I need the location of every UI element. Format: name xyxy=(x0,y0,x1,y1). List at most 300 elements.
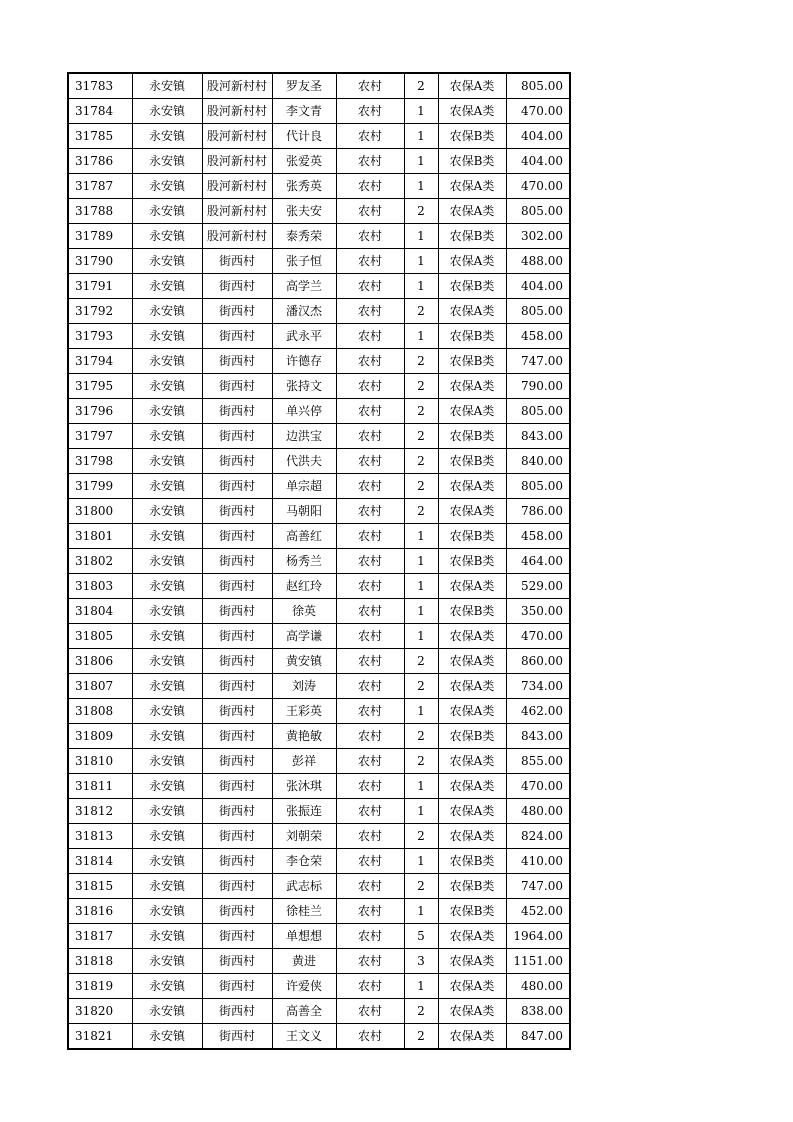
town-cell: 永安镇 xyxy=(132,124,202,149)
village-cell: 街西村 xyxy=(202,399,272,424)
row-id-cell: 31803 xyxy=(68,574,132,599)
row-id-cell: 31807 xyxy=(68,674,132,699)
name-cell: 张秀英 xyxy=(272,174,336,199)
village-cell: 街西村 xyxy=(202,299,272,324)
name-cell: 武永平 xyxy=(272,324,336,349)
town-cell: 永安镇 xyxy=(132,849,202,874)
town-cell: 永安镇 xyxy=(132,73,202,99)
household-type-cell: 农村 xyxy=(336,699,404,724)
town-cell: 永安镇 xyxy=(132,274,202,299)
table-row xyxy=(68,124,570,149)
table-row xyxy=(68,73,570,99)
row-id-cell: 31814 xyxy=(68,849,132,874)
town-cell: 永安镇 xyxy=(132,449,202,474)
village-cell: 股河新村村 xyxy=(202,149,272,174)
household-type-cell: 农村 xyxy=(336,724,404,749)
town-cell: 永安镇 xyxy=(132,474,202,499)
amount-cell: 410.00 xyxy=(506,849,570,874)
name-cell: 边洪宝 xyxy=(272,424,336,449)
amount-cell: 470.00 xyxy=(506,174,570,199)
household-type-cell: 农村 xyxy=(336,824,404,849)
village-cell: 街西村 xyxy=(202,924,272,949)
amount-cell: 790.00 xyxy=(506,374,570,399)
town-cell: 永安镇 xyxy=(132,624,202,649)
name-cell: 许德存 xyxy=(272,349,336,374)
town-cell: 永安镇 xyxy=(132,549,202,574)
member-count-cell: 2 xyxy=(404,724,438,749)
village-cell: 街西村 xyxy=(202,624,272,649)
member-count-cell: 2 xyxy=(404,999,438,1024)
row-id-cell: 31820 xyxy=(68,999,132,1024)
amount-cell: 860.00 xyxy=(506,649,570,674)
member-count-cell: 2 xyxy=(404,1024,438,1050)
insurance-class-cell: 农保A类 xyxy=(438,499,506,524)
table-row xyxy=(68,949,570,974)
amount-cell: 838.00 xyxy=(506,999,570,1024)
member-count-cell: 5 xyxy=(404,924,438,949)
insurance-class-cell: 农保A类 xyxy=(438,649,506,674)
name-cell: 张爱英 xyxy=(272,149,336,174)
town-cell: 永安镇 xyxy=(132,999,202,1024)
name-cell: 武志标 xyxy=(272,874,336,899)
member-count-cell: 1 xyxy=(404,599,438,624)
household-type-cell: 农村 xyxy=(336,149,404,174)
name-cell: 高学谦 xyxy=(272,624,336,649)
table-row xyxy=(68,974,570,999)
row-id-cell: 31819 xyxy=(68,974,132,999)
insurance-class-cell: 农保B类 xyxy=(438,449,506,474)
table-row xyxy=(68,899,570,924)
member-count-cell: 1 xyxy=(404,974,438,999)
member-count-cell: 1 xyxy=(404,799,438,824)
row-id-cell: 31790 xyxy=(68,249,132,274)
table-row xyxy=(68,724,570,749)
household-type-cell: 农村 xyxy=(336,749,404,774)
table-row xyxy=(68,874,570,899)
insurance-class-cell: 农保A类 xyxy=(438,374,506,399)
table-row xyxy=(68,299,570,324)
insurance-class-cell: 农保A类 xyxy=(438,574,506,599)
name-cell: 张振连 xyxy=(272,799,336,824)
town-cell: 永安镇 xyxy=(132,224,202,249)
row-id-cell: 31813 xyxy=(68,824,132,849)
member-count-cell: 2 xyxy=(404,199,438,224)
row-id-cell: 31794 xyxy=(68,349,132,374)
household-type-cell: 农村 xyxy=(336,99,404,124)
table-row xyxy=(68,174,570,199)
name-cell: 黄艳敏 xyxy=(272,724,336,749)
village-cell: 股河新村村 xyxy=(202,124,272,149)
table-row xyxy=(68,524,570,549)
row-id-cell: 31796 xyxy=(68,399,132,424)
table-row xyxy=(68,849,570,874)
amount-cell: 843.00 xyxy=(506,724,570,749)
row-id-cell: 31804 xyxy=(68,599,132,624)
member-count-cell: 2 xyxy=(404,349,438,374)
name-cell: 张夫安 xyxy=(272,199,336,224)
member-count-cell: 2 xyxy=(404,449,438,474)
member-count-cell: 1 xyxy=(404,324,438,349)
town-cell: 永安镇 xyxy=(132,949,202,974)
household-type-cell: 农村 xyxy=(336,599,404,624)
town-cell: 永安镇 xyxy=(132,99,202,124)
insurance-class-cell: 农保A类 xyxy=(438,73,506,99)
amount-cell: 452.00 xyxy=(506,899,570,924)
town-cell: 永安镇 xyxy=(132,199,202,224)
village-cell: 股河新村村 xyxy=(202,199,272,224)
town-cell: 永安镇 xyxy=(132,749,202,774)
member-count-cell: 1 xyxy=(404,699,438,724)
member-count-cell: 1 xyxy=(404,899,438,924)
amount-cell: 805.00 xyxy=(506,399,570,424)
household-type-cell: 农村 xyxy=(336,549,404,574)
name-cell: 彭祥 xyxy=(272,749,336,774)
insurance-class-cell: 农保A类 xyxy=(438,399,506,424)
amount-cell: 302.00 xyxy=(506,224,570,249)
town-cell: 永安镇 xyxy=(132,899,202,924)
village-cell: 街西村 xyxy=(202,499,272,524)
household-type-cell: 农村 xyxy=(336,299,404,324)
amount-cell: 747.00 xyxy=(506,349,570,374)
table-row xyxy=(68,549,570,574)
amount-cell: 462.00 xyxy=(506,699,570,724)
table-row xyxy=(68,374,570,399)
insurance-class-cell: 农保B类 xyxy=(438,349,506,374)
town-cell: 永安镇 xyxy=(132,724,202,749)
name-cell: 代计良 xyxy=(272,124,336,149)
household-type-cell: 农村 xyxy=(336,774,404,799)
row-id-cell: 31788 xyxy=(68,199,132,224)
row-id-cell: 31783 xyxy=(68,73,132,99)
member-count-cell: 2 xyxy=(404,874,438,899)
table-row xyxy=(68,999,570,1024)
insurance-class-cell: 农保A类 xyxy=(438,949,506,974)
household-type-cell: 农村 xyxy=(336,899,404,924)
name-cell: 徐英 xyxy=(272,599,336,624)
insurance-class-cell: 农保B类 xyxy=(438,274,506,299)
row-id-cell: 31787 xyxy=(68,174,132,199)
amount-cell: 843.00 xyxy=(506,424,570,449)
household-type-cell: 农村 xyxy=(336,849,404,874)
amount-cell: 855.00 xyxy=(506,749,570,774)
insurance-class-cell: 农保B类 xyxy=(438,599,506,624)
amount-cell: 458.00 xyxy=(506,524,570,549)
town-cell: 永安镇 xyxy=(132,499,202,524)
insurance-class-cell: 农保B类 xyxy=(438,899,506,924)
name-cell: 王文义 xyxy=(272,1024,336,1050)
town-cell: 永安镇 xyxy=(132,974,202,999)
member-count-cell: 1 xyxy=(404,574,438,599)
household-type-cell: 农村 xyxy=(336,124,404,149)
row-id-cell: 31795 xyxy=(68,374,132,399)
insurance-class-cell: 农保A类 xyxy=(438,799,506,824)
name-cell: 潘汉杰 xyxy=(272,299,336,324)
member-count-cell: 2 xyxy=(404,824,438,849)
amount-cell: 1964.00 xyxy=(506,924,570,949)
table-row xyxy=(68,99,570,124)
amount-cell: 747.00 xyxy=(506,874,570,899)
household-type-cell: 农村 xyxy=(336,974,404,999)
insurance-class-cell: 农保A类 xyxy=(438,699,506,724)
village-cell: 街西村 xyxy=(202,374,272,399)
amount-cell: 404.00 xyxy=(506,149,570,174)
row-id-cell: 31805 xyxy=(68,624,132,649)
village-cell: 街西村 xyxy=(202,949,272,974)
table-row xyxy=(68,449,570,474)
village-cell: 股河新村村 xyxy=(202,224,272,249)
insurance-class-cell: 农保A类 xyxy=(438,824,506,849)
member-count-cell: 1 xyxy=(404,849,438,874)
member-count-cell: 1 xyxy=(404,774,438,799)
table-row xyxy=(68,149,570,174)
member-count-cell: 1 xyxy=(404,524,438,549)
amount-cell: 470.00 xyxy=(506,774,570,799)
household-type-cell: 农村 xyxy=(336,674,404,699)
household-type-cell: 农村 xyxy=(336,374,404,399)
town-cell: 永安镇 xyxy=(132,924,202,949)
member-count-cell: 1 xyxy=(404,549,438,574)
insurance-class-cell: 农保A类 xyxy=(438,749,506,774)
table-row xyxy=(68,274,570,299)
amount-cell: 404.00 xyxy=(506,274,570,299)
amount-cell: 786.00 xyxy=(506,499,570,524)
row-id-cell: 31791 xyxy=(68,274,132,299)
member-count-cell: 1 xyxy=(404,99,438,124)
amount-cell: 847.00 xyxy=(506,1024,570,1050)
member-count-cell: 2 xyxy=(404,374,438,399)
household-type-cell: 农村 xyxy=(336,524,404,549)
row-id-cell: 31792 xyxy=(68,299,132,324)
insurance-class-cell: 农保B类 xyxy=(438,224,506,249)
insurance-class-cell: 农保B类 xyxy=(438,149,506,174)
name-cell: 马朝阳 xyxy=(272,499,336,524)
name-cell: 刘朝荣 xyxy=(272,824,336,849)
amount-cell: 1151.00 xyxy=(506,949,570,974)
row-id-cell: 31802 xyxy=(68,549,132,574)
amount-cell: 470.00 xyxy=(506,624,570,649)
name-cell: 王彩英 xyxy=(272,699,336,724)
household-type-cell: 农村 xyxy=(336,624,404,649)
village-cell: 股河新村村 xyxy=(202,174,272,199)
household-type-cell: 农村 xyxy=(336,73,404,99)
village-cell: 街西村 xyxy=(202,424,272,449)
amount-cell: 488.00 xyxy=(506,249,570,274)
row-id-cell: 31808 xyxy=(68,699,132,724)
amount-cell: 840.00 xyxy=(506,449,570,474)
table-row xyxy=(68,774,570,799)
table-row xyxy=(68,349,570,374)
name-cell: 李文青 xyxy=(272,99,336,124)
name-cell: 单宗超 xyxy=(272,474,336,499)
amount-cell: 529.00 xyxy=(506,574,570,599)
town-cell: 永安镇 xyxy=(132,324,202,349)
town-cell: 永安镇 xyxy=(132,524,202,549)
table-row xyxy=(68,249,570,274)
name-cell: 单想想 xyxy=(272,924,336,949)
row-id-cell: 31798 xyxy=(68,449,132,474)
member-count-cell: 2 xyxy=(404,424,438,449)
table-row xyxy=(68,824,570,849)
name-cell: 张沐琪 xyxy=(272,774,336,799)
amount-cell: 464.00 xyxy=(506,549,570,574)
household-type-cell: 农村 xyxy=(336,474,404,499)
table-row xyxy=(68,599,570,624)
name-cell: 赵红玲 xyxy=(272,574,336,599)
member-count-cell: 1 xyxy=(404,624,438,649)
village-cell: 街西村 xyxy=(202,724,272,749)
insurance-class-cell: 农保A类 xyxy=(438,674,506,699)
insurance-class-cell: 农保A类 xyxy=(438,249,506,274)
village-cell: 街西村 xyxy=(202,899,272,924)
town-cell: 永安镇 xyxy=(132,874,202,899)
table-row xyxy=(68,674,570,699)
village-cell: 街西村 xyxy=(202,324,272,349)
town-cell: 永安镇 xyxy=(132,249,202,274)
town-cell: 永安镇 xyxy=(132,774,202,799)
insurance-class-cell: 农保B类 xyxy=(438,124,506,149)
row-id-cell: 31801 xyxy=(68,524,132,549)
row-id-cell: 31816 xyxy=(68,899,132,924)
household-type-cell: 农村 xyxy=(336,274,404,299)
village-cell: 街西村 xyxy=(202,549,272,574)
household-type-cell: 农村 xyxy=(336,349,404,374)
amount-cell: 734.00 xyxy=(506,674,570,699)
row-id-cell: 31793 xyxy=(68,324,132,349)
village-cell: 街西村 xyxy=(202,699,272,724)
village-cell: 街西村 xyxy=(202,774,272,799)
town-cell: 永安镇 xyxy=(132,424,202,449)
member-count-cell: 1 xyxy=(404,149,438,174)
village-cell: 街西村 xyxy=(202,249,272,274)
amount-cell: 404.00 xyxy=(506,124,570,149)
member-count-cell: 1 xyxy=(404,124,438,149)
insurance-class-cell: 农保A类 xyxy=(438,174,506,199)
amount-cell: 480.00 xyxy=(506,974,570,999)
amount-cell: 350.00 xyxy=(506,599,570,624)
name-cell: 黄安镇 xyxy=(272,649,336,674)
insurance-class-cell: 农保A类 xyxy=(438,474,506,499)
name-cell: 刘涛 xyxy=(272,674,336,699)
name-cell: 张持文 xyxy=(272,374,336,399)
insurance-class-cell: 农保A类 xyxy=(438,999,506,1024)
member-count-cell: 2 xyxy=(404,73,438,99)
village-cell: 街西村 xyxy=(202,599,272,624)
insurance-class-cell: 农保A类 xyxy=(438,299,506,324)
table-row xyxy=(68,649,570,674)
village-cell: 股河新村村 xyxy=(202,73,272,99)
table-row xyxy=(68,474,570,499)
village-cell: 街西村 xyxy=(202,799,272,824)
village-cell: 街西村 xyxy=(202,749,272,774)
household-type-cell: 农村 xyxy=(336,499,404,524)
town-cell: 永安镇 xyxy=(132,149,202,174)
town-cell: 永安镇 xyxy=(132,374,202,399)
village-cell: 街西村 xyxy=(202,449,272,474)
row-id-cell: 31799 xyxy=(68,474,132,499)
village-cell: 街西村 xyxy=(202,674,272,699)
row-id-cell: 31821 xyxy=(68,1024,132,1050)
town-cell: 永安镇 xyxy=(132,174,202,199)
name-cell: 李仓荣 xyxy=(272,849,336,874)
household-type-cell: 农村 xyxy=(336,449,404,474)
table-row xyxy=(68,924,570,949)
town-cell: 永安镇 xyxy=(132,599,202,624)
name-cell: 杨秀兰 xyxy=(272,549,336,574)
member-count-cell: 1 xyxy=(404,249,438,274)
member-count-cell: 1 xyxy=(404,174,438,199)
table-row xyxy=(68,699,570,724)
household-type-cell: 农村 xyxy=(336,999,404,1024)
village-cell: 街西村 xyxy=(202,999,272,1024)
member-count-cell: 2 xyxy=(404,399,438,424)
member-count-cell: 1 xyxy=(404,224,438,249)
town-cell: 永安镇 xyxy=(132,674,202,699)
town-cell: 永安镇 xyxy=(132,299,202,324)
row-id-cell: 31789 xyxy=(68,224,132,249)
insurance-class-cell: 农保B类 xyxy=(438,324,506,349)
table-row xyxy=(68,624,570,649)
amount-cell: 458.00 xyxy=(506,324,570,349)
amount-cell: 805.00 xyxy=(506,73,570,99)
row-id-cell: 31785 xyxy=(68,124,132,149)
household-type-cell: 农村 xyxy=(336,199,404,224)
amount-cell: 805.00 xyxy=(506,299,570,324)
village-cell: 街西村 xyxy=(202,474,272,499)
household-type-cell: 农村 xyxy=(336,399,404,424)
insurance-class-cell: 农保B类 xyxy=(438,424,506,449)
name-cell: 罗友圣 xyxy=(272,73,336,99)
insurance-class-cell: 农保B类 xyxy=(438,524,506,549)
row-id-cell: 31784 xyxy=(68,99,132,124)
table-row xyxy=(68,574,570,599)
row-id-cell: 31800 xyxy=(68,499,132,524)
household-type-cell: 农村 xyxy=(336,874,404,899)
household-type-cell: 农村 xyxy=(336,249,404,274)
records-table xyxy=(67,72,571,1050)
name-cell: 张子恒 xyxy=(272,249,336,274)
village-cell: 街西村 xyxy=(202,974,272,999)
amount-cell: 824.00 xyxy=(506,824,570,849)
row-id-cell: 31811 xyxy=(68,774,132,799)
name-cell: 黄进 xyxy=(272,949,336,974)
household-type-cell: 农村 xyxy=(336,424,404,449)
village-cell: 街西村 xyxy=(202,649,272,674)
member-count-cell: 2 xyxy=(404,299,438,324)
table-row xyxy=(68,199,570,224)
village-cell: 街西村 xyxy=(202,349,272,374)
amount-cell: 805.00 xyxy=(506,474,570,499)
insurance-class-cell: 农保B类 xyxy=(438,724,506,749)
insurance-class-cell: 农保A类 xyxy=(438,1024,506,1050)
town-cell: 永安镇 xyxy=(132,699,202,724)
name-cell: 许爱侠 xyxy=(272,974,336,999)
name-cell: 高善全 xyxy=(272,999,336,1024)
household-type-cell: 农村 xyxy=(336,1024,404,1050)
name-cell: 高善红 xyxy=(272,524,336,549)
name-cell: 代洪夫 xyxy=(272,449,336,474)
household-type-cell: 农村 xyxy=(336,649,404,674)
village-cell: 街西村 xyxy=(202,849,272,874)
village-cell: 街西村 xyxy=(202,524,272,549)
insurance-class-cell: 农保A类 xyxy=(438,99,506,124)
town-cell: 永安镇 xyxy=(132,824,202,849)
town-cell: 永安镇 xyxy=(132,799,202,824)
insurance-class-cell: 农保A类 xyxy=(438,974,506,999)
table-row xyxy=(68,424,570,449)
insurance-class-cell: 农保B类 xyxy=(438,874,506,899)
table-row xyxy=(68,499,570,524)
household-type-cell: 农村 xyxy=(336,174,404,199)
